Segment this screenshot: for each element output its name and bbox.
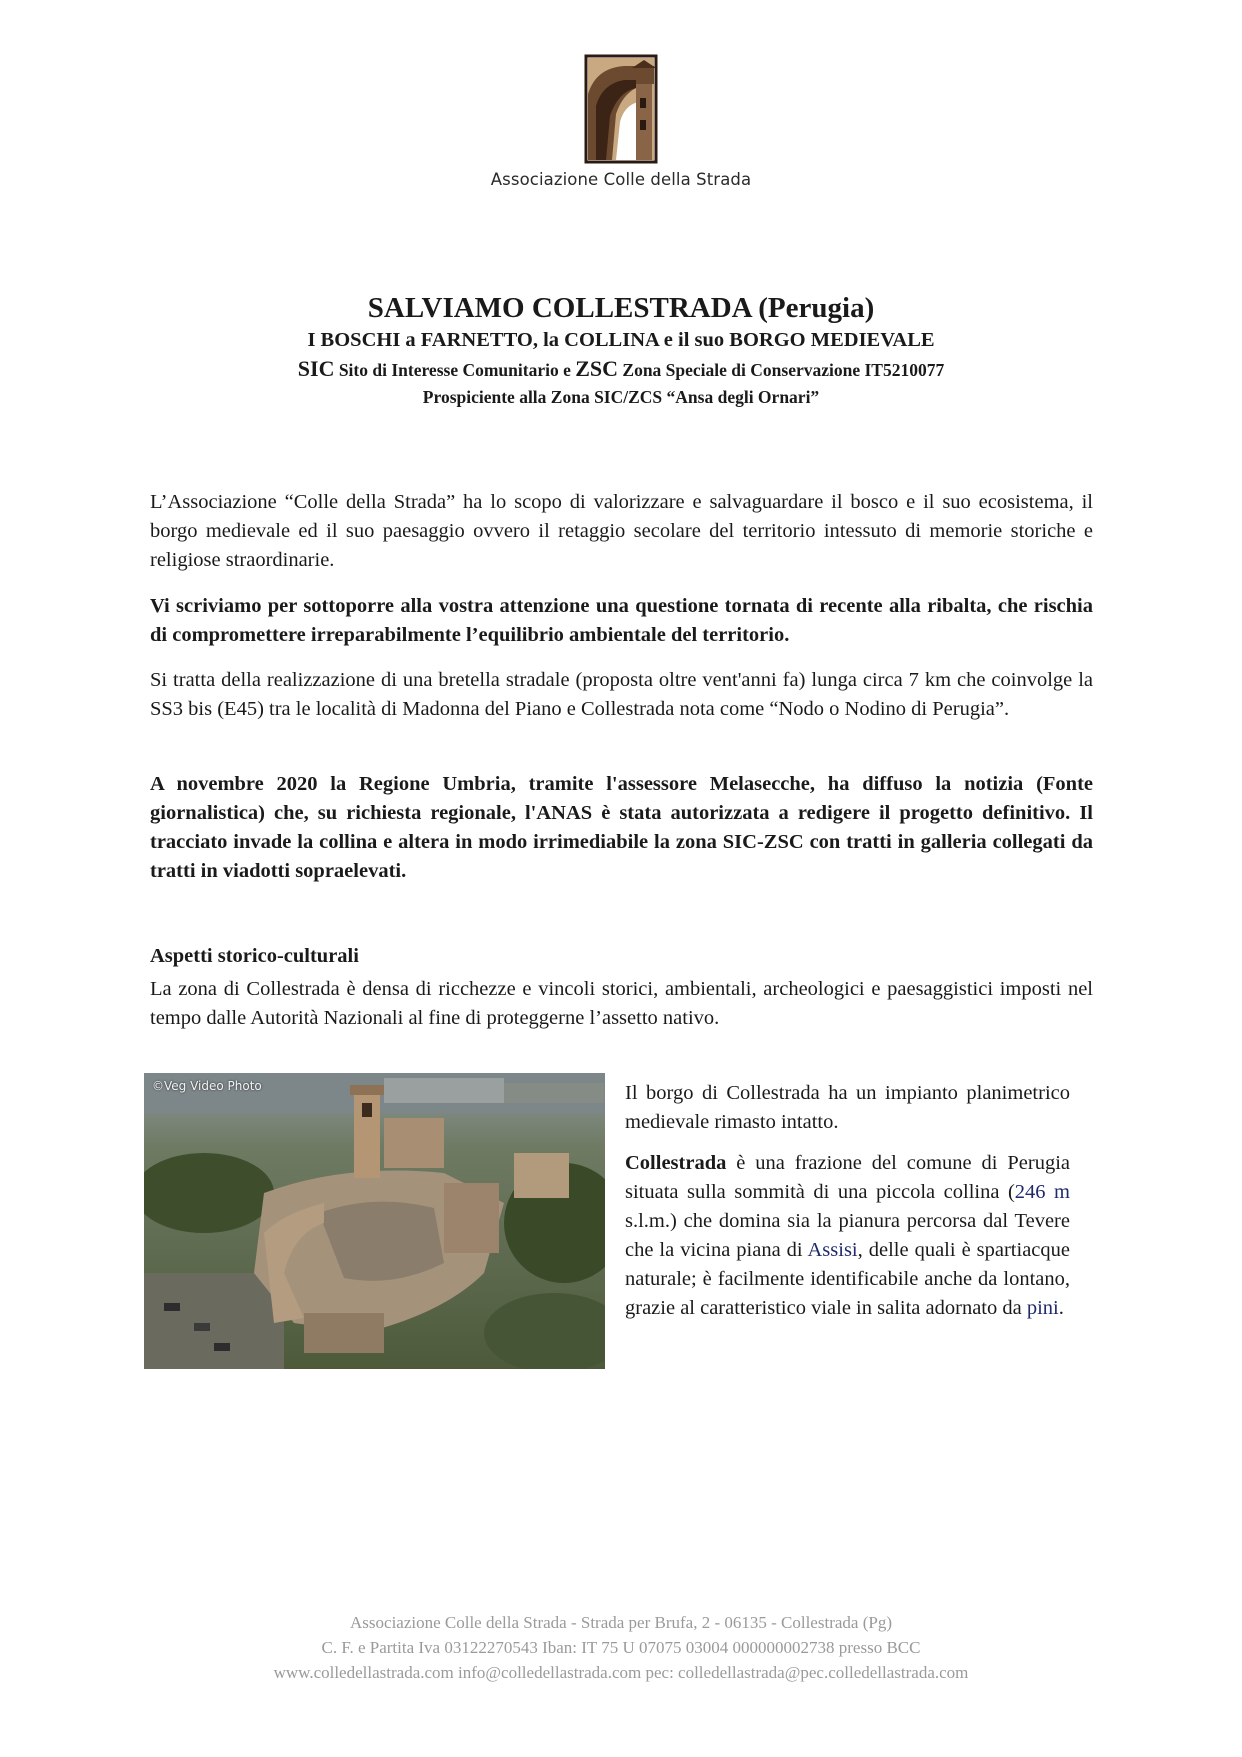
paragraph-borgo: Il borgo di Collestrada ha un impianto planimetrico medievale rimasto intatto. — [625, 1082, 1070, 1133]
page-footer — [0, 1610, 1242, 1685]
logo-caption: Associazione Colle della Strada — [490, 170, 752, 189]
association-logo — [566, 54, 676, 166]
photo-credit: ©Veg Video Photo — [152, 1079, 262, 1093]
paragraph-vincoli: La zona di Collestrada è densa di ricchezze e vincoli storici, ambientali, archeologici e paesaggistici imposti nel tempo dalle Autorità Nazionali al fine di proteggerne l’assetto nativo. — [150, 978, 1093, 1029]
paragraph-anas: A novembre 2020 la Regione Umbria, tramite l'assessore Melasecche, ha diffuso la notizia (Fonte giornalistica) che, su richiesta regionale, l'ANAS è stata autorizzata a redigere il progetto definitivo. Il tracciato invade la collina e altera in modo irrimediabile la zona SIC-ZSC con tratti in galleria collegati da tratti in viadotti sopraelevati. — [150, 773, 1093, 882]
collestrada-bold: Collestrada — [625, 1152, 727, 1174]
arch-tower-logo-icon — [566, 54, 676, 166]
paragraph-frazione: Collestrada è una frazione del comune di Perugia situata sulla sommità di una piccola collina (246 m s.l.m.) che domina sia la pianura percorsa dal Tevere che la vicina piana di Assisi, delle quali è spartiacque naturale; è facilmente identificabile anche da lontano, grazie al caratteristico viale in salita adornato da pini. — [625, 1152, 1070, 1319]
footer-tax-iban: C. F. e Partita Iva 03122270543 Iban: IT 75 U 07075 03004 000000002738 presso BCC — [321, 1638, 921, 1657]
altitude-link[interactable]: 246 m — [1014, 1181, 1070, 1203]
paragraph-intro: L’Associazione “Colle della Strada” ha lo scopo di valorizzare e salvaguardare il bosco e il suo ecosistema, il borgo medievale ed il suo paesaggio ovvero il retaggio secolare del territorio intessuto di memorie storiche e religiose straordinarie. — [150, 491, 1093, 571]
section-heading-aspetti: Aspetti storico-culturali — [150, 945, 359, 967]
aerial-photo-collestrada — [144, 1073, 605, 1369]
sic-text: Sito di Interesse Comunitario e — [334, 360, 576, 380]
zsc-text: Zona Speciale di Conservazione IT5210077 — [618, 360, 945, 380]
footer-contacts: www.colledellastrada.com info@colledellastrada.com pec: colledellastrada@pec.colledellastrada.com — [273, 1663, 969, 1682]
main-title: SALVIAMO COLLESTRADA (Perugia) — [367, 292, 875, 324]
zsc-abbr: ZSC — [575, 356, 619, 381]
title-block — [0, 290, 1242, 410]
paragraph-attention: Vi scriviamo per sottoporre alla vostra attenzione una questione tornata di recente alla ribalta, che rischia di compromettere irreparabilmente l’equilibrio ambientale del territorio. — [150, 595, 1093, 646]
paragraph-bretella: Si tratta della realizzazione di una bretella stradale (proposta oltre vent'anni fa) lunga circa 7 km che coinvolge la SS3 bis (E45) tra le località di Madonna del Piano e Collestrada nota come “Nodo o Nodino di Perugia”. — [150, 669, 1093, 720]
subtitle: I BOSCHI a FARNETTO, la COLLINA e il suo BORGO MEDIEVALE — [307, 329, 935, 351]
assisi-link[interactable]: Assisi — [807, 1239, 858, 1261]
footer-address: Associazione Colle della Strada - Strada per Brufa, 2 - 06135 - Collestrada (Pg) — [350, 1613, 892, 1632]
pini-link[interactable]: pini — [1026, 1297, 1059, 1319]
header-logo-block — [0, 54, 1242, 189]
aerial-photo-image — [144, 1073, 605, 1369]
sic-abbr: SIC — [297, 356, 335, 381]
prospiciente-line: Prospiciente alla Zona SIC/ZCS “Ansa degli Ornari” — [422, 387, 820, 407]
sic-zsc-line — [0, 355, 1242, 384]
